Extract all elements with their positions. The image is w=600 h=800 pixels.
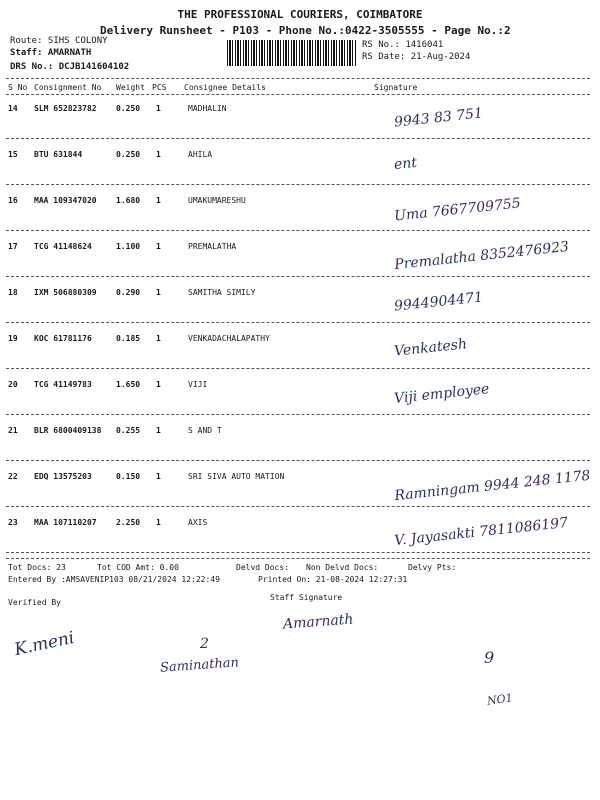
row-weight: 0.290: [116, 288, 141, 297]
row-signature: Ramningam 9944 248 1178: [393, 467, 592, 505]
row-separator: [6, 414, 590, 415]
row-sno: 23: [8, 518, 18, 527]
row-signature: 9943 83 751: [393, 105, 484, 131]
row-sno: 17: [8, 242, 18, 251]
row-consignee: SAMITHA SIMILY: [188, 288, 256, 297]
col-header-sno: S No: [8, 83, 28, 92]
row-sno: 20: [8, 380, 18, 389]
row-consignee: VIJI: [188, 380, 208, 389]
row-pcs: 1: [156, 150, 161, 159]
rs-date: RS Date: 21-Aug-2024: [362, 52, 471, 62]
row-consignment-no: TCG 41148624: [34, 242, 92, 251]
row-separator: [6, 506, 590, 507]
col-header-consignee: Consignee Details: [184, 83, 266, 92]
row-consignment-no: IXM 506880309: [34, 288, 97, 297]
row-pcs: 1: [156, 472, 161, 481]
row-separator: [6, 552, 590, 553]
row-consignment-no: SLM 652823782: [34, 104, 97, 113]
row-sno: 22: [8, 472, 18, 481]
row-pcs: 1: [156, 196, 161, 205]
delivered-docs: Delvd Docs:: [236, 563, 289, 572]
row-consignee: UMAKUMARESHU: [188, 196, 246, 205]
row-weight: 1.650: [116, 380, 141, 389]
row-consignment-no: TCG 41149783: [34, 380, 92, 389]
row-sno: 18: [8, 288, 18, 297]
row-signature: Venkatesh: [393, 336, 468, 360]
row-weight: 0.255: [116, 426, 141, 435]
row-pcs: 1: [156, 380, 161, 389]
row-separator: [6, 276, 590, 277]
row-pcs: 1: [156, 242, 161, 251]
row-signature: Viji employee: [393, 381, 491, 407]
staff-label: Staff: AMARNATH: [10, 48, 92, 58]
header-rule-top: [6, 78, 590, 79]
row-consignment-no: EDQ 13575203: [34, 472, 92, 481]
delivery-points: Delvy Pts:: [408, 563, 457, 572]
rs-number: RS No.: 1416041: [362, 40, 444, 50]
corner-note: NO1: [486, 691, 514, 708]
row-consignment-no: MAA 107110207: [34, 518, 97, 527]
row-consignment-no: KOC 61781176: [34, 334, 92, 343]
row-consignee: VENKADACHALAPATHY: [188, 334, 270, 343]
row-consignment-no: BLR 6800409138: [34, 426, 102, 435]
row-pcs: 1: [156, 104, 161, 113]
col-header-weight: Weight: [116, 83, 145, 92]
verified-by-signature: K.meni: [12, 627, 77, 661]
row-weight: 1.100: [116, 242, 141, 251]
footer-rule: [6, 558, 590, 559]
non-delivered-docs: Non Delvd Docs:: [306, 563, 379, 572]
row-sno: 14: [8, 104, 18, 113]
row-weight: 0.250: [116, 104, 141, 113]
row-signature: Premalatha 8352476923: [393, 238, 570, 274]
row-separator: [6, 368, 590, 369]
row-signature: ent: [393, 154, 418, 174]
staff-signature-label: Staff Signature: [270, 593, 343, 602]
total-docs: Tot Docs: 23: [8, 563, 66, 572]
entered-by: Entered By :AMSAVENIP103 08/21/2024 12:22:49: [8, 575, 220, 584]
col-header-consignment: Consignment No: [34, 83, 102, 92]
row-sno: 19: [8, 334, 18, 343]
row-sno: 21: [8, 426, 18, 435]
row-consignee: AHILA: [188, 150, 213, 159]
row-signature: 9944904471: [393, 289, 484, 315]
row-consignee: AXIS: [188, 518, 208, 527]
row-pcs: 1: [156, 518, 161, 527]
row-signature: Uma 7667709755: [393, 195, 522, 225]
row-separator: [6, 138, 590, 139]
header-rule-bottom: [6, 94, 590, 95]
number-mark: 2: [200, 636, 209, 652]
row-weight: 0.185: [116, 334, 141, 343]
row-consignee: PREMALATHA: [188, 242, 237, 251]
staff-signature: Amarnath: [282, 611, 354, 633]
drs-number: DRS No.: DCJB141604102: [10, 62, 130, 72]
row-separator: [6, 184, 590, 185]
row-pcs: 1: [156, 334, 161, 343]
row-consignee: MADHALIN: [188, 104, 227, 113]
row-separator: [6, 460, 590, 461]
row-consignee: SRI SIVA AUTO MATION: [188, 472, 285, 481]
runsheet-subtitle: Delivery Runsheet - P103 - Phone No.:0422-3505555 - Page No.:2: [100, 24, 511, 37]
row-separator: [6, 230, 590, 231]
checker-signature: Saminathan: [159, 655, 240, 676]
row-sno: 16: [8, 196, 18, 205]
row-weight: 1.680: [116, 196, 141, 205]
row-sno: 15: [8, 150, 18, 159]
row-signature: V. Jayasakti 7811086197: [393, 514, 569, 550]
col-header-pcs: PCS: [152, 83, 167, 92]
row-pcs: 1: [156, 426, 161, 435]
row-weight: 0.150: [116, 472, 141, 481]
row-weight: 0.250: [116, 150, 141, 159]
route-label: Route: SIHS COLONY: [10, 36, 108, 46]
row-separator: [6, 322, 590, 323]
row-consignee: S AND T: [188, 426, 222, 435]
row-consignment-no: MAA 109347020: [34, 196, 97, 205]
company-title: THE PROFESSIONAL COURIERS, COIMBATORE: [177, 8, 423, 21]
row-pcs: 1: [156, 288, 161, 297]
printed-on: Printed On: 21-08-2024 12:27:31: [258, 575, 408, 584]
total-cod-amount: Tot COD Amt: 0.00: [97, 563, 179, 572]
barcode: [227, 40, 357, 66]
verified-by-label: Verified By: [8, 598, 61, 607]
row-weight: 2.250: [116, 518, 141, 527]
row-consignment-no: BTU 631844: [34, 150, 83, 159]
corner-mark: 9: [484, 648, 495, 667]
col-header-signature: Signature: [374, 83, 418, 92]
